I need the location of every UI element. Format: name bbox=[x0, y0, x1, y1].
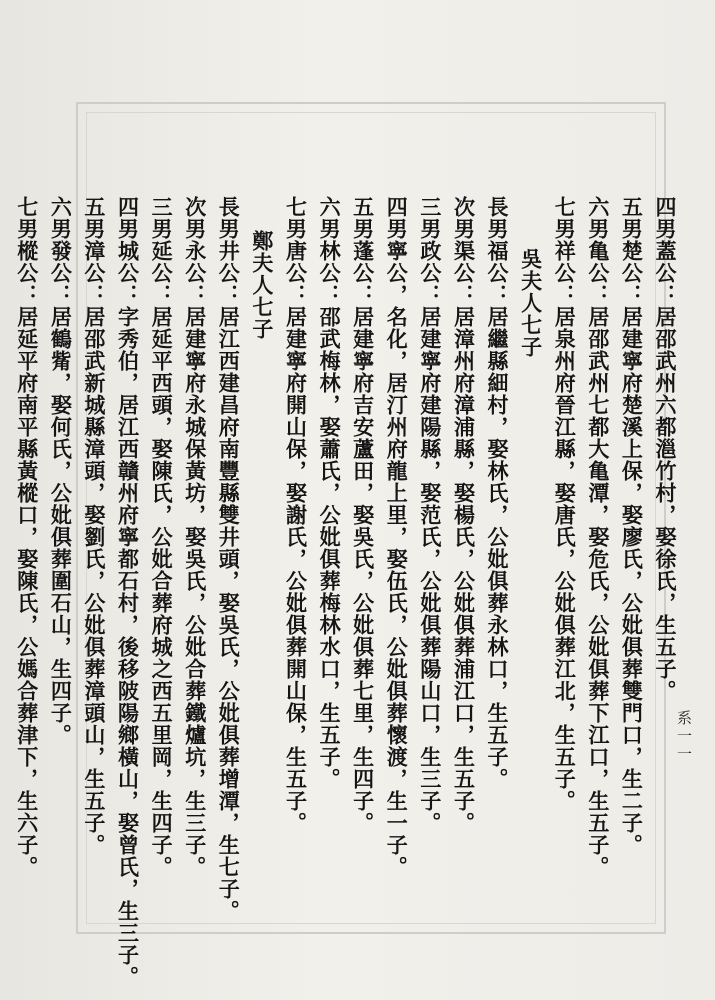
text-column: 七男樅公：居延平府南平縣黃樅口，娶陳氏，公媽合葬津下，生六子。 bbox=[14, 196, 40, 878]
text-column: 長男井公：居江西建昌府南豐縣雙井頭，娶吳氏，公妣俱葬增潭，生七子。 bbox=[216, 196, 242, 922]
text-column: 四男寧公，名化，居汀州府龍上里，娶伍氏，公妣俱葬懷渡，生一子。 bbox=[384, 196, 410, 878]
text-column: 四男城公：字秀伯，居江西贛州府寧都石村，後移陂陽鄉橫山，娶曾氏，生三子。 bbox=[115, 196, 141, 988]
text-column: 次男永公：居建寧府永城保黃坊，娶吳氏，公妣合葬鐵爐坑，生三子。 bbox=[182, 196, 208, 878]
text-column: 六男發公：居鶴觜，娶何氏，公妣俱葬圍石山，生四子。 bbox=[48, 196, 74, 746]
text-column: 七男唐公：居建寧府開山保，娶謝氏，公妣俱葬開山保，生五子。 bbox=[283, 196, 309, 834]
genealogy-text-block bbox=[14, 196, 682, 988]
section-heading-wu: 吳夫人七子 bbox=[518, 248, 544, 358]
text-column: 五男楚公：居建寧府楚溪上保，娶廖氏，公妣俱葬雙門口，生二子。 bbox=[619, 196, 645, 856]
text-column: 三男延公：居延平西頭，娶陳氏，公妣合葬府城之西五里岡，生四子。 bbox=[149, 196, 175, 878]
text-column: 五男蓬公：居建寧府吉安蘆田，娶吳氏，公妣俱葬七里，生四子。 bbox=[350, 196, 376, 834]
text-column: 三男政公：居建寧府建陽縣，娶范氏，公妣俱葬陽山口，生三子。 bbox=[417, 196, 443, 834]
text-column: 次男渠公：居漳州府漳浦縣，娶楊氏，公妣俱葬浦江口，生五子。 bbox=[451, 196, 477, 834]
section-heading-zheng: 鄭夫人七子 bbox=[249, 230, 275, 340]
text-column: 四男蓋公：居邵武州六都㴩竹村，娶徐氏，生五子。 bbox=[653, 196, 678, 702]
text-column: 七男祥公：居泉州府晉江縣，娶唐氏，公妣俱葬江北，生五子。 bbox=[552, 196, 578, 812]
text-column: 六男林公：邵武梅林，娶蕭氏，公妣俱葬梅林水口，生五子。 bbox=[317, 196, 343, 790]
page-number: 系一一 bbox=[675, 710, 693, 764]
text-column: 長男福公：居繼縣細村，娶林氏，公妣俱葬永林口，生五子。 bbox=[485, 196, 511, 790]
text-column: 六男亀公：居邵武州七都大亀潭，娶危氏，公妣俱葬下江口，生五子。 bbox=[585, 196, 611, 878]
text-column: 五男漳公：居邵武新城縣漳頭，娶劉氏，公妣俱葬漳頭山，生五子。 bbox=[81, 196, 107, 856]
